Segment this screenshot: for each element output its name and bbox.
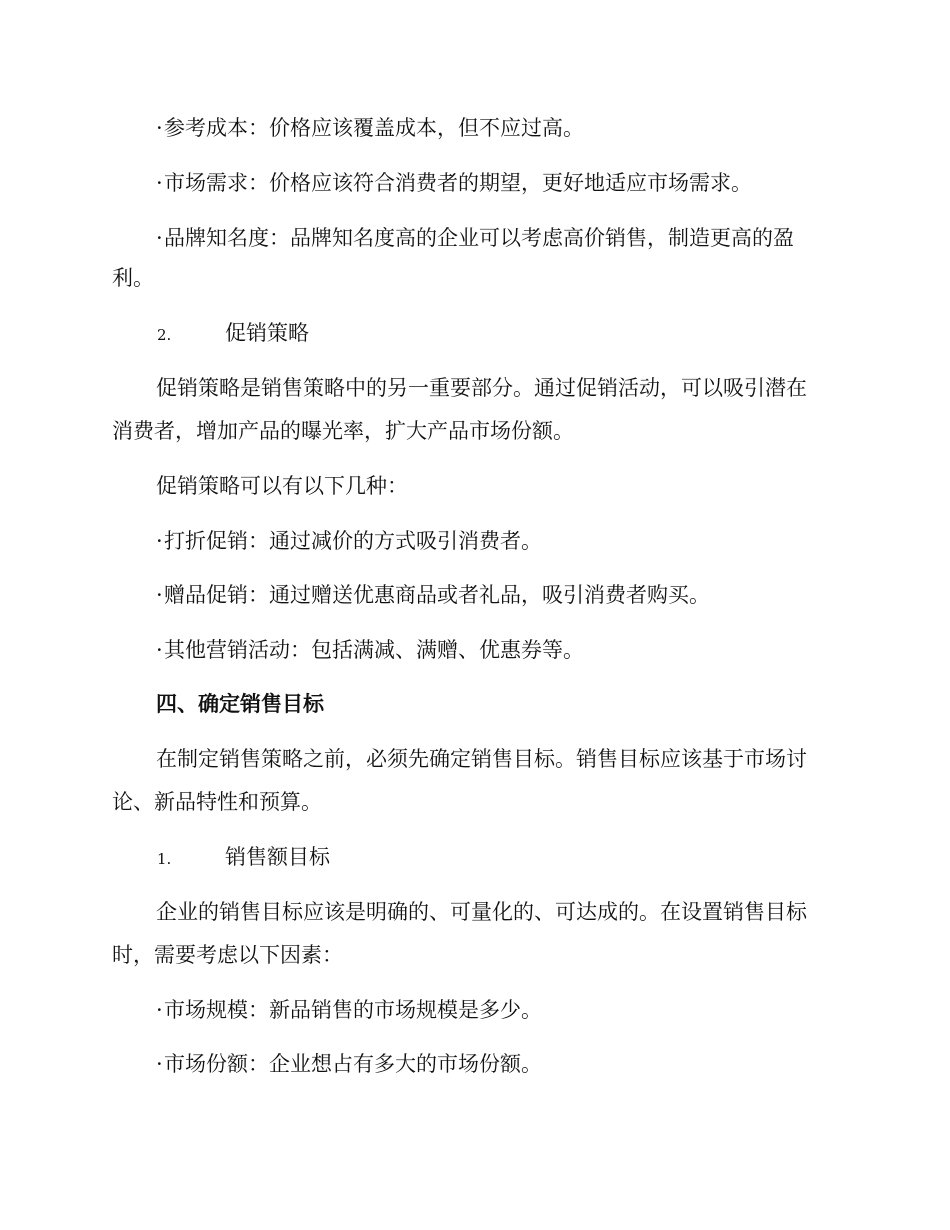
list-number: 1. <box>157 850 172 868</box>
bullet-text: 打折促销：通过减价的方式吸引消费者。 <box>164 529 542 553</box>
bullet-item <box>156 225 794 251</box>
list-number: 2. <box>157 326 172 344</box>
bullet-text: 参考成本：价格应该覆盖成本，但不应过高。 <box>164 116 584 140</box>
bullet-continuation: 利。 <box>112 266 154 290</box>
bullet-marker: · <box>156 1052 163 1076</box>
bullet-item <box>156 115 584 141</box>
paragraph-line: 企业的销售目标应该是明确的、可量化的、可达成的。在设置销售目标 <box>156 900 807 924</box>
paragraph-line: 在制定销售策略之前，必须先确定销售目标。销售目标应该基于市场讨 <box>156 747 807 771</box>
bullet-item <box>156 528 542 554</box>
paragraph-line: 促销策略是销售策略中的另一重要部分。通过促销活动，可以吸引潜在 <box>156 376 807 400</box>
bullet-marker: · <box>156 226 163 250</box>
bullet-marker: · <box>156 583 163 607</box>
bullet-text: 市场规模：新品销售的市场规模是多少。 <box>164 998 542 1022</box>
bullet-item <box>156 582 710 608</box>
paragraph-line: 时，需要考虑以下因素： <box>112 943 343 967</box>
bullet-item <box>156 997 542 1023</box>
bullet-text: 赠品促销：通过赠送优惠商品或者礼品，吸引消费者购买。 <box>164 583 710 607</box>
bullet-item <box>156 1051 542 1077</box>
bullet-marker: · <box>156 171 163 195</box>
bullet-marker: · <box>156 116 163 140</box>
subsection-title: 销售额目标 <box>225 845 330 869</box>
paragraph-line: 论、新品特性和预算。 <box>112 790 322 814</box>
bullet-marker: · <box>156 529 163 553</box>
bullet-marker: · <box>156 638 163 662</box>
subsection-title: 促销策略 <box>225 321 309 345</box>
section-heading: 四、确定销售目标 <box>156 691 324 716</box>
bullet-text: 其他营销活动：包括满减、满赠、优惠券等。 <box>164 638 584 662</box>
bullet-text: 市场份额：企业想占有多大的市场份额。 <box>164 1052 542 1076</box>
paragraph-line: 促销策略可以有以下几种： <box>156 474 408 498</box>
bullet-text: 市场需求：价格应该符合消费者的期望，更好地适应市场需求。 <box>164 171 752 195</box>
bullet-item <box>156 637 584 663</box>
bullet-item <box>156 170 752 196</box>
paragraph-line: 消费者，增加产品的曝光率，扩大产品市场份额。 <box>112 419 574 443</box>
bullet-marker: · <box>156 998 163 1022</box>
bullet-text: 品牌知名度：品牌知名度高的企业可以考虑高价销售，制造更高的盈 <box>164 226 794 250</box>
